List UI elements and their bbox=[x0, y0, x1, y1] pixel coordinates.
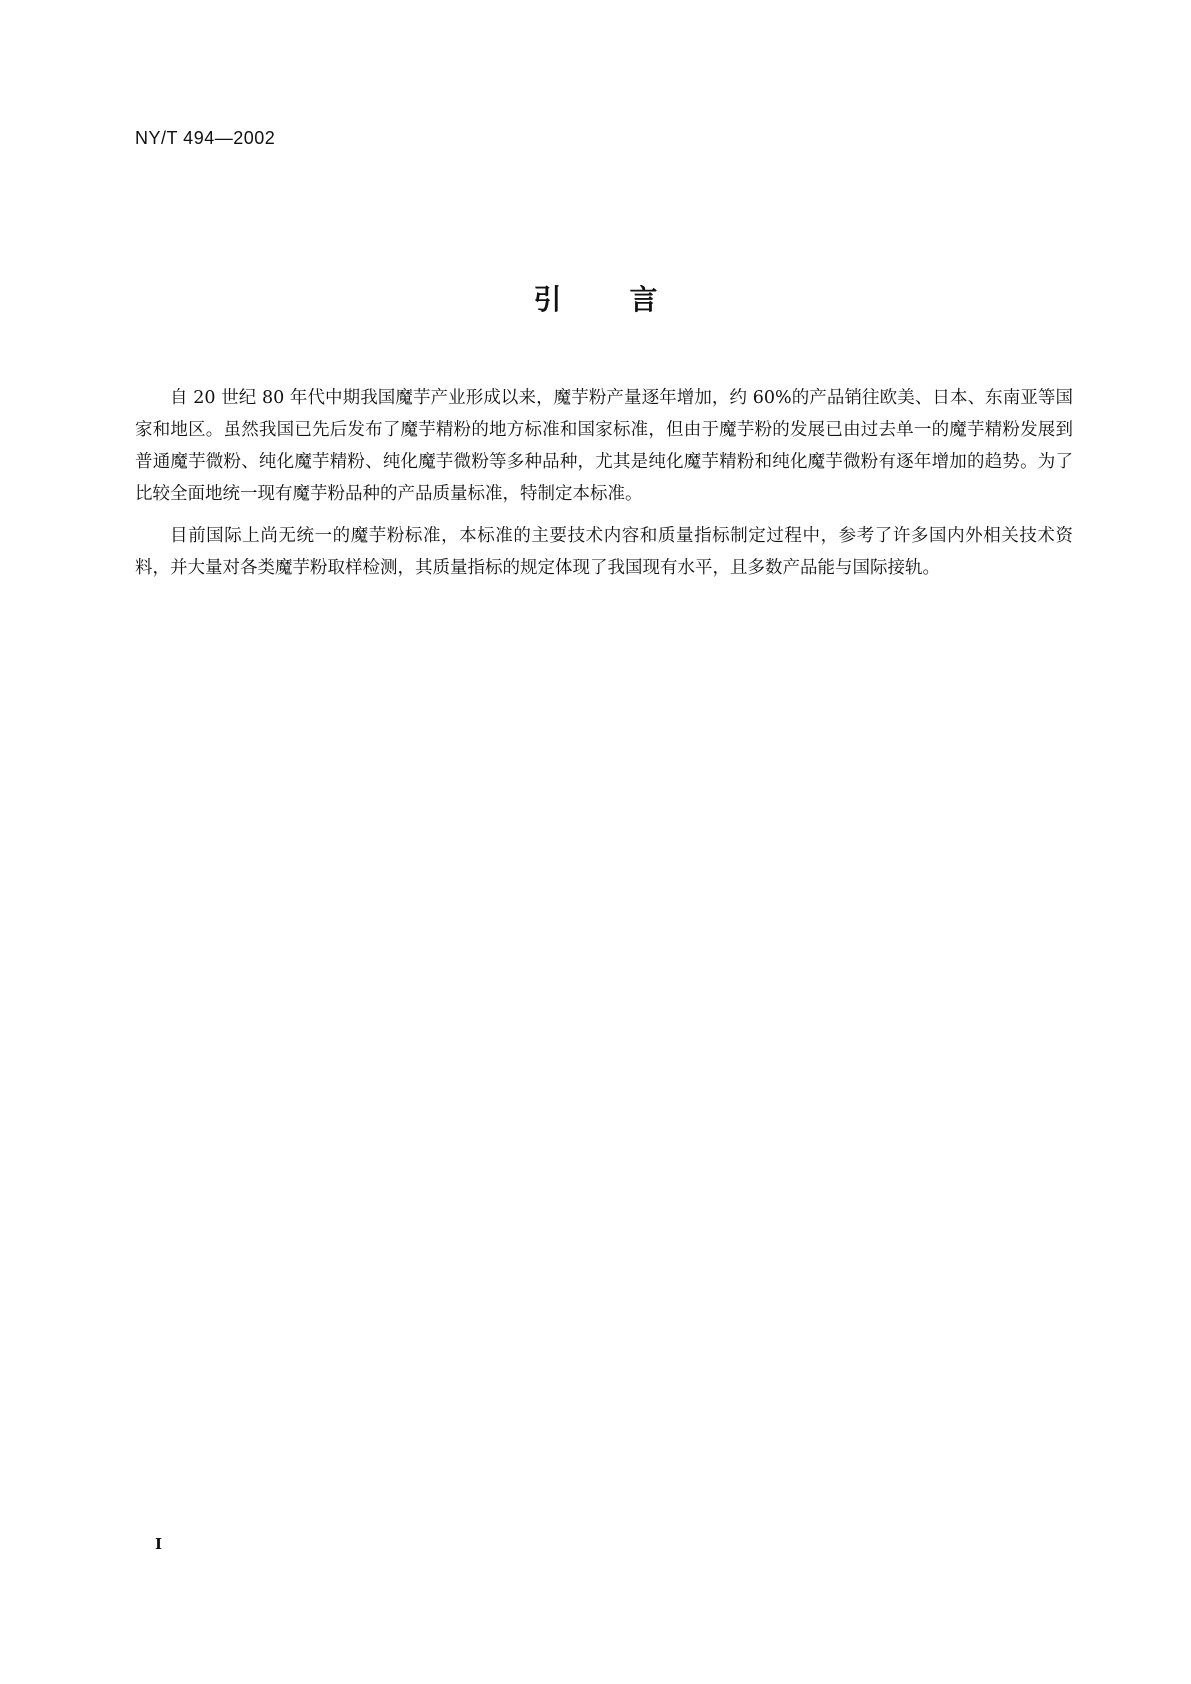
paragraph-1: 自 20 世纪 80 年代中期我国魔芋产业形成以来，魔芋粉产量逐年增加，约 60%的产品销往欧美、日本、东南亚等国家和地区。虽然我国已先后发布了魔芋精粉的地方标准和国家标准，但由于魔芋粉的发展已由过去单一的魔芋精粉发展到普通魔芋微粉、纯化魔芋精粉、纯化魔芋微粉等多种品种，尤其是纯化魔芋精粉和纯化魔芋微粉有逐年增加的趋势。为了比较全面地统一现有魔芋粉品种的产品质量标准，特制定本标准。 bbox=[135, 388, 1073, 504]
page-title: 引言 bbox=[533, 283, 726, 316]
standard-code: NY/T 494—2002 bbox=[135, 128, 276, 148]
page-number: I bbox=[155, 1535, 163, 1553]
paragraph-2: 目前国际上尚无统一的魔芋粉标准，本标准的主要技术内容和质量指标制定过程中，参考了许多国内外相关技术资料，并大量对各类魔芋粉取样检测，其质量指标的规定体现了我国现有水平，且多数产品能与国际接轨。 bbox=[135, 526, 1073, 578]
body-text bbox=[135, 382, 1073, 594]
